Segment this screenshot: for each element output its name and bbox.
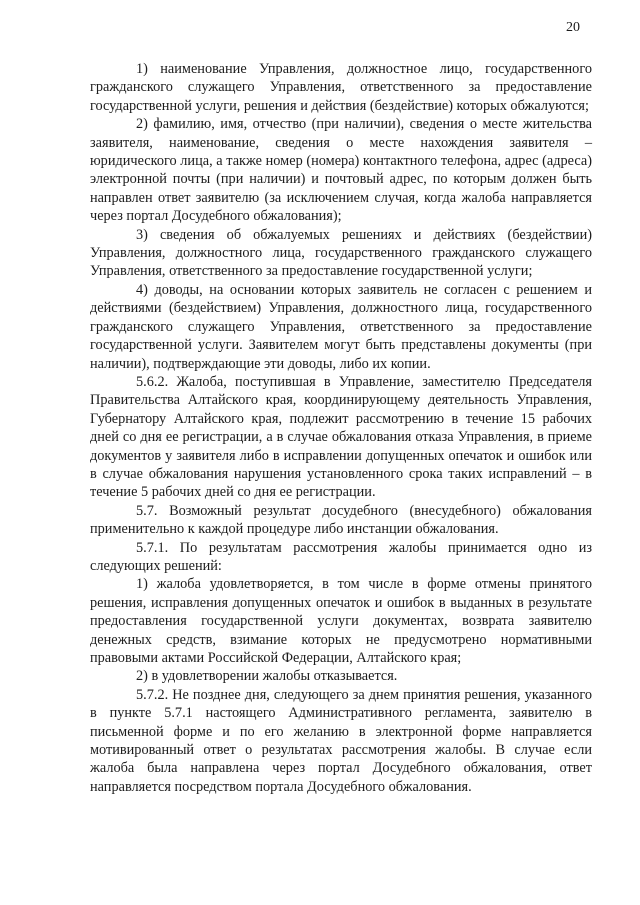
paragraph-item-1: 1) наименование Управления, должностное лицо, государственного гражданского служащего Управления, ответственного за предоставление государственной услуги, решения и действия (бездействие) которых обжалуются; [90,61,592,114]
page-number: 20 [566,20,580,35]
document-body [90,60,592,796]
paragraph-item-3: 3) сведения об обжалуемых решениях и действиях (бездействии) Управления, должностного лица, государственного гражданского служащего Управления, ответственного за предоставление государственной услуги; [90,226,592,280]
paragraph-decision-2: 2) в удовлетворении жалобы отказывается. [136,668,398,685]
paragraph-item-2: 2) фамилию, имя, отчество (при наличии), сведения о месте жительства заявителя, наименование, сведения о месте нахождения заявителя – юридического лица, а также номер (номера) контактного телефона, адрес (адреса) электронной почты (при наличии) и почтовый адрес, по которым должен быть направлен ответ заявителю (за исключением случая, когда жалоба направляется через портал Досудебного обжалования); [90,116,592,225]
paragraph-5-7-2: 5.7.2. Не позднее дня, следующего за днем принятия решения, указанного в пункте 5.7.1 настоящего Административного регламента, заявителю в письменной форме и по его желанию в электронной форме направляется мотивированный ответ о результатах рассмотрения жалобы. В случае если жалоба была направлена через портал Досудебного обжалования, ответ направляется посредством портала Досудебного обжалования. [90,686,592,795]
paragraph-decision-1: 1) жалоба удовлетворяется, в том числе в форме отмены принятого решения, исправления допущенных опечаток и ошибок в выданных в результате предоставления государственной услуги документах, возврата заявителю денежных средств, взимание которых не предусмотрено нормативными правовыми актами Российской Федерации, Алтайского края; [90,576,592,666]
paragraph-5-7-1: 5.7.1. По результатам рассмотрения жалобы принимается одно из следующих решений: [90,539,592,574]
paragraph-item-4: 4) доводы, на основании которых заявитель не согласен с решением и действиями (бездействием) Управления, должностного лица, государственного гражданского служащего Управления, ответственного за предоставление государственной услуги. Заявителем могут быть представлены документы (при наличии), подтверждающие эти доводы, либо их копии. [90,281,592,372]
paragraph-5-6-2: 5.6.2. Жалоба, поступившая в Управление, заместителю Председателя Правительства Алтайского края, координирующему деятельность Управления, Губернатору Алтайского края, подлежит рассмотрению в течение 15 рабочих дней со дня ее регистрации, а в случае обжалования отказа Управления, в приеме документов у заявителя либо в исправлении допущенных опечаток и ошибок или в случае обжалования нарушения установленного срока таких исправлений – в течение 5 рабочих дней со дня ее регистрации. [90,373,592,501]
paragraph-5-7: 5.7. Возможный результат досудебного (внесудебного) обжалования применительно к каждой процедуре либо инстанции обжалования. [90,502,592,538]
